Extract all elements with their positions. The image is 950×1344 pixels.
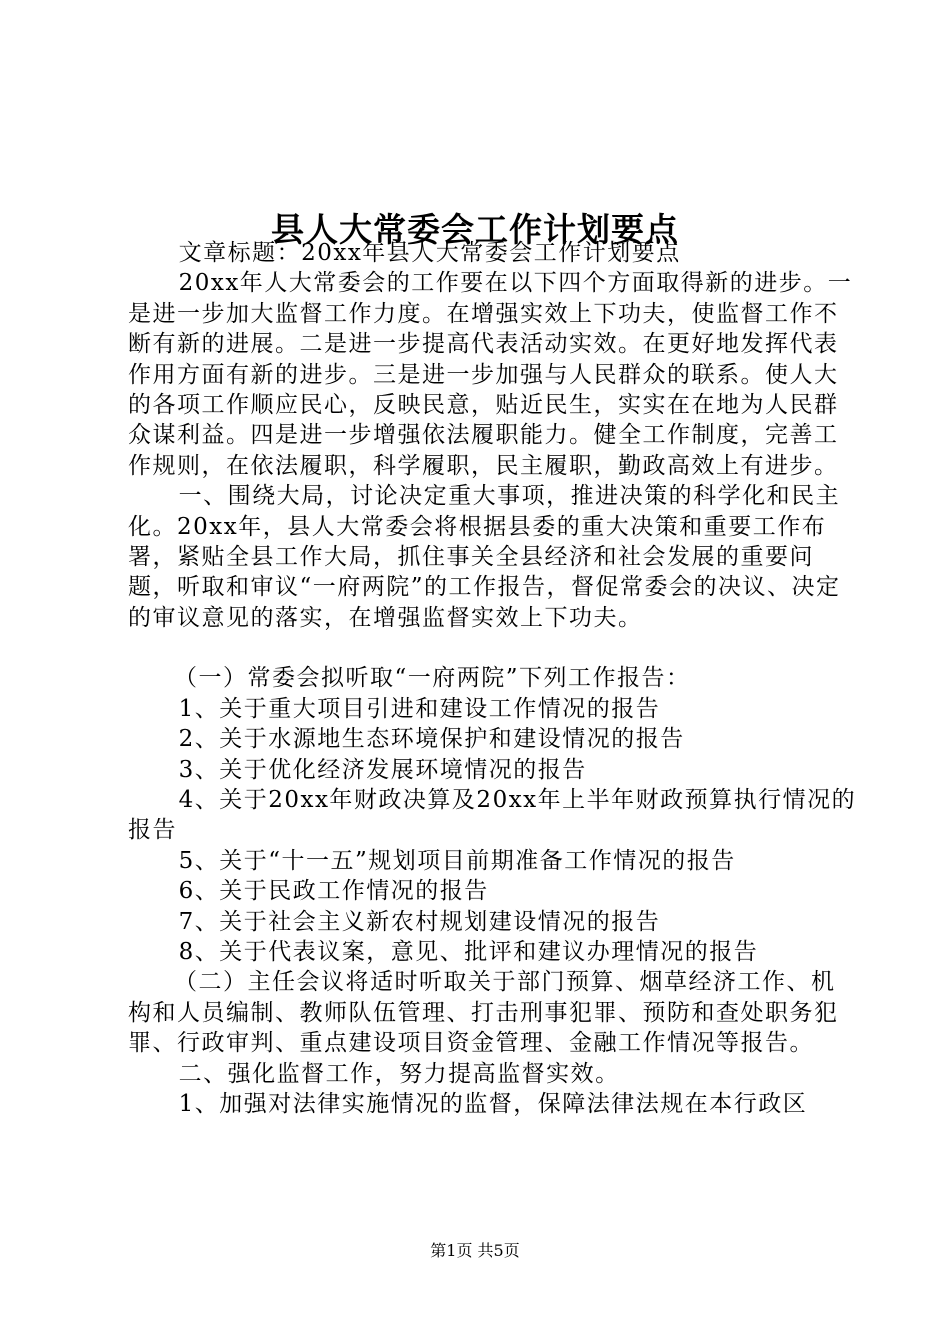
subsection-one-heading: （一）常委会拟听取“一府两院”下列工作报告： [174, 665, 691, 692]
intro-paragraph: 20xx年人大常委会的工作要在以下四个方面取得新的进步。一是进一步加大监督工作力度。在增强实效上下功夫，使监督工作不断有新的进展。二是进一步提高代表活动实效。在更好地发挥代表作用方面有新的进步。三是进一步加强与人民群众的联系。使人大的各项工作顺应民心，反映民意，贴近民生，实实在在地为人民群众谋利益。四是进一步增强依法履职能力。健全工作制度，完善工作规则，在依法履职，科学履职，民主履职，勤政高效上有进步。 [128, 270, 853, 479]
report-item-6: 6、关于民政工作情况的报告 [178, 878, 489, 905]
report-item-5: 5、关于“十一五”规划项目前期准备工作情况的报告 [178, 847, 736, 874]
section-one-paragraph: 一、围绕大局，讨论决定重大事项，推进决策的科学化和民主化。20xx年，县人大常委会将根据县委的重大决策和重要工作布署，紧贴全县工作大局，抓住事关全县经济和社会发展的重要问题，听取和审议“一府两院”的工作报告，督促常委会的决议、决定的审议意见的落实，在增强监督实效上下功夫。 [128, 483, 841, 631]
report-item-7: 7、关于社会主义新农村规划建设情况的报告 [178, 908, 661, 935]
report-item-3: 3、关于优化经济发展环境情况的报告 [178, 756, 587, 783]
document-body [128, 238, 858, 1119]
section-two-item-1: 1、加强对法律实施情况的监督，保障法律法规在本行政区 [178, 1090, 808, 1117]
report-item-1: 1、关于重大项目引进和建设工作情况的报告 [178, 695, 661, 722]
document-title: 县人大常委会工作计划要点 [271, 210, 679, 250]
report-item-8: 8、关于代表议案，意见、批评和建议办理情况的报告 [178, 938, 759, 965]
section-two-heading: 二、强化监督工作，努力提高监督实效。 [178, 1060, 620, 1087]
page-footer: 第1页 共5页 [430, 1241, 520, 1260]
report-item-2: 2、关于水源地生态环境保护和建设情况的报告 [178, 726, 685, 753]
article-title-line: 文章标题：20xx年县人大常委会工作计划要点 [178, 240, 681, 266]
subsection-two-paragraph: （二）主任会议将适时听取关于部门预算、烟草经济工作、机构和人员编制、教师队伍管理、打击刑事犯罪、预防和查处职务犯罪、行政审判、重点建设项目资金管理、金融工作情况等报告。 [128, 969, 839, 1057]
report-item-4: 4、关于20xx年财政决算及20xx年上半年财政预算执行情况的报告 [128, 786, 857, 844]
